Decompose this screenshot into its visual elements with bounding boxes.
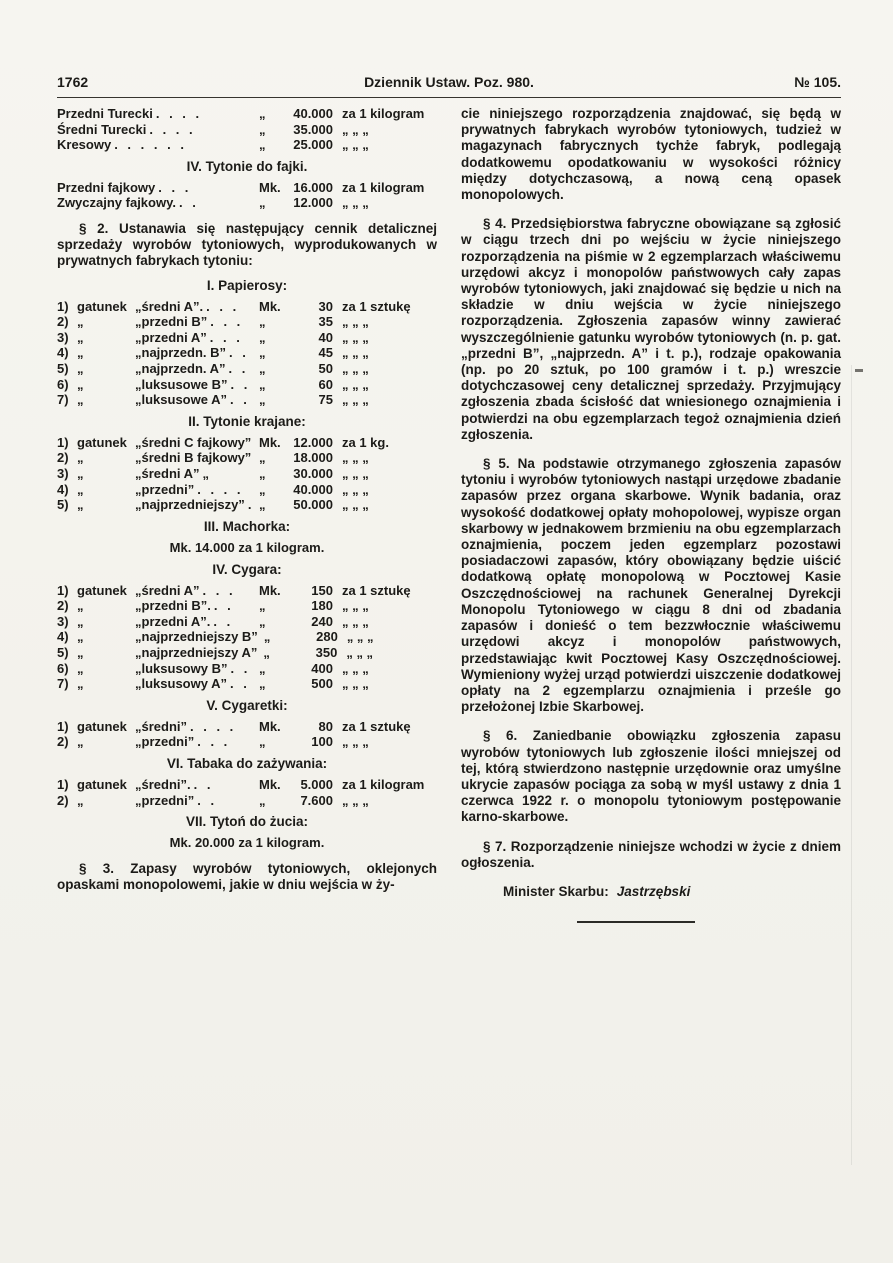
price-row	[57, 777, 437, 793]
price-row	[57, 435, 437, 451]
price-row	[57, 195, 437, 211]
product-name: „luksusowy B”	[135, 660, 228, 676]
machorka-price-line: Mk. 14.000 za 1 kilogram.	[169, 539, 325, 555]
product-name: Średni Turecki	[57, 121, 147, 137]
price-unit: za 1 kilogram	[342, 106, 425, 121]
price-value: 40.000	[293, 481, 333, 497]
price-value: 100	[311, 734, 333, 750]
price-unit: za 1 sztukę	[342, 582, 411, 598]
section-heading-tyton-do-zucia: VII. Tytoń do żucia:	[185, 814, 308, 830]
product-name: „średni B fajkowy”	[135, 450, 252, 466]
price-value: 12.000	[293, 195, 333, 211]
grade-word: „	[77, 676, 84, 692]
item-number: 2)	[57, 734, 69, 750]
item-number: 1)	[57, 582, 69, 598]
dot-leader: . . . . . .	[114, 137, 187, 153]
price-row	[57, 645, 437, 661]
grade-word: „	[77, 329, 84, 345]
item-number: 2)	[57, 598, 69, 614]
price-unit: za 1 kg.	[342, 434, 389, 450]
price-value: 400	[311, 660, 333, 676]
price-row	[57, 598, 437, 614]
paragraph-4: § 4. Przedsiębiorstwa fabryczne obowiązane są zgłosić w ciągu trzech dni po wejściu w życie niniejszego rozporządzenia na piśmie w 2 egzemplarzach właściwemu urzędowi akcyz i monopolów państwowych cały zapas wyrobów tytoniowych, jaki znajdować się będzie u nich na składzie w dniu wejścia w życie niniejszego rozporządzenia. Zgłoszenia zapasów winny zawierać wyszczególnienie gatunku wyrobów tytoniowych (n. p. gat. „przedni B”, „najprzedn. A” i t. p.), rodzaje opakowania (np. po 20 sztuk, po 100 gramów i t. p.) wreszcie dotychczasowej ceny detalicznej sprzedaży. Przyjmujący zgłoszenia zbada ścisłość dat wniesionego oznajmienia i potwierdzi na obu egzemplarzach tegoż oznajmienia dzień zgłoszenia.	[461, 216, 841, 442]
product-name: „średni A”	[135, 465, 200, 481]
item-number: 7)	[57, 676, 69, 692]
scan-artifact-dash	[855, 369, 863, 372]
price-row	[57, 676, 437, 692]
product-name: Kresowy	[57, 137, 112, 153]
item-number: 2)	[57, 314, 69, 330]
grade-word: gatunek	[77, 298, 127, 314]
cigarillos-price-list	[57, 719, 437, 750]
dot-leader: . .	[228, 360, 249, 376]
price-row	[57, 614, 437, 630]
dot-leader: . . .	[202, 582, 236, 598]
paragraph-5: § 5. Na podstawie otrzymanego zgłoszenia zapasów tytoniu i wyrobów tytoniowych nastąpi urzędowe zbadanie zapasów przez organa skarbowe. Wynik badania, oraz wysokość dodatkowej opłaty mohopolowej, wypisze organ skarbowy w jednakowem brzmieniu na obu egzemplarzach oznajmienia, poczem jeden egzemplarz pozostawi posiadaczowi zapasów, który obowiązany będzie uiścić dodatkową opłatę monopolową w Pocztowej Kasie Oszczędnościowej na rachunek Generalnej Dyrekcji Monopolu Tytoniowego w ciągu 8 dni od zbadania zapasów i donieść o tem bezzwłocznie właściwemu urzędowi akcyz i monopolów państwowych, przedstawiając kwit Pocztowej Kasy Oszczędnościowej. Wymieniony wyżej urząd potwierdzi uiszczenie dodatkowej opłaty na 2 egzemplarzu oznajmienia i prześle go przełożonej Izbie Skarbowej.	[461, 456, 841, 715]
price-unit: za 1 kilogram	[342, 179, 425, 195]
section-heading-machorka: III. Machorka:	[203, 518, 291, 534]
price-row	[57, 661, 437, 677]
price-unit: „ „ „	[342, 465, 369, 481]
price-value: 180	[311, 598, 333, 614]
product-name: „najprzedn. B”	[135, 345, 227, 361]
currency-mark: Mk.	[259, 718, 281, 734]
dot-leader: . .	[229, 676, 250, 692]
currency-mark: Mk.	[259, 298, 281, 314]
price-unit: „ „ „	[342, 660, 369, 676]
item-number: 4)	[57, 629, 69, 645]
price-unit: za 1 sztukę	[342, 718, 411, 734]
item-number: 1)	[57, 718, 69, 734]
item-number: 5)	[57, 360, 69, 376]
price-row	[57, 583, 437, 599]
cigarettes-price-list	[57, 299, 437, 408]
item-number: 6)	[57, 660, 69, 676]
dot-leader: . . .	[206, 298, 240, 314]
currency-mark: Mk.	[259, 777, 281, 793]
two-column-layout	[57, 106, 841, 923]
price-unit: „ „ „	[342, 195, 369, 211]
currency-mark: „	[259, 106, 266, 121]
page-header	[57, 74, 841, 90]
section-heading-tytonie-do-fajki: IV. Tytonie do fajki.	[186, 158, 308, 174]
dot-leader: .	[247, 497, 255, 513]
price-value: 50.000	[293, 497, 333, 513]
signature-label: Minister Skarbu:	[503, 883, 609, 899]
grade-word: „	[77, 792, 84, 808]
product-name: „przedni A”.	[135, 613, 211, 629]
grade-word: „	[77, 734, 84, 750]
price-value: 30	[318, 298, 333, 314]
item-number: 2)	[57, 450, 69, 466]
price-row	[57, 719, 437, 735]
grade-word: „	[77, 497, 84, 513]
item-number: 1)	[57, 777, 69, 793]
currency-mark: Mk.	[259, 434, 281, 450]
grade-word: „	[77, 481, 84, 497]
grade-word: „	[77, 645, 84, 661]
price-row	[57, 361, 437, 377]
currency-mark: „	[259, 314, 266, 330]
item-number: 5)	[57, 645, 69, 661]
section-heading-cygaretki: V. Cygaretki:	[206, 697, 288, 713]
item-number: 1)	[57, 434, 69, 450]
price-unit: za 1 kilogram	[342, 777, 425, 793]
price-value: 40	[318, 329, 333, 345]
price-row	[57, 299, 437, 315]
item-number: 2)	[57, 792, 69, 808]
item-number: 1)	[57, 298, 69, 314]
price-unit: „ „ „	[342, 792, 369, 808]
item-number: 5)	[57, 497, 69, 513]
price-value: 25.000	[293, 137, 333, 153]
price-row	[57, 314, 437, 330]
turkish-tobacco-price-list	[57, 106, 437, 153]
price-value: 12.000	[293, 434, 333, 450]
product-name: „luksusowe A”	[135, 392, 227, 408]
currency-mark: „	[259, 121, 266, 137]
currency-mark: „	[259, 734, 266, 750]
price-unit: „ „ „	[346, 629, 374, 645]
currency-mark: „	[259, 195, 266, 211]
currency-mark: „	[259, 613, 266, 629]
currency-mark: „	[259, 329, 266, 345]
item-number: 6)	[57, 376, 69, 392]
dot-leader: „	[202, 465, 213, 481]
currency-mark: „	[259, 360, 266, 376]
pipe-tobacco-price-list	[57, 180, 437, 211]
dot-leader: . . . .	[155, 106, 203, 121]
price-value: 35	[318, 314, 333, 330]
product-name: „średni”.	[135, 777, 191, 793]
price-value: 80	[318, 718, 333, 734]
currency-mark: „	[259, 792, 266, 808]
price-value: 16.000	[293, 179, 333, 195]
price-row	[57, 345, 437, 361]
price-value: 280	[316, 629, 338, 645]
section-heading-tytonie-krajane: II. Tytonie krajane:	[188, 413, 306, 429]
price-row	[57, 734, 437, 750]
price-unit: „ „ „	[342, 481, 369, 497]
grade-word: „	[77, 465, 84, 481]
product-name: „luksusowe B”	[135, 376, 228, 392]
currency-mark: „	[259, 660, 266, 676]
grade-word: „	[77, 376, 84, 392]
section-heading-tabaka: VI. Tabaka do zażywania:	[166, 756, 328, 772]
product-name: „średni A”.	[135, 298, 204, 314]
grade-word: gatunek	[77, 434, 127, 450]
item-number: 3)	[57, 613, 69, 629]
price-row	[57, 450, 437, 466]
product-name: Przedni fajkowy	[57, 179, 156, 195]
price-row	[57, 629, 437, 645]
chewing-tobacco-price-line: Mk. 20.000 za 1 kilogram.	[169, 835, 325, 851]
price-row	[57, 377, 437, 393]
product-name: „przedni B”.	[135, 598, 211, 614]
section-heading-papierosy: I. Papierosy:	[206, 277, 288, 293]
product-name: „średni C fajkowy”	[135, 434, 252, 450]
price-value: 35.000	[293, 121, 333, 137]
price-row	[57, 330, 437, 346]
price-value: 45	[318, 345, 333, 361]
currency-mark: Mk.	[259, 582, 281, 598]
currency-mark: „	[259, 497, 266, 513]
grade-word: „	[77, 450, 84, 466]
signature-name: Jastrzębski	[616, 883, 691, 899]
price-unit: „ „ „	[342, 392, 369, 408]
price-value: 60	[318, 376, 333, 392]
price-row	[57, 180, 437, 196]
price-unit: „ „ „	[342, 497, 369, 513]
product-name: „przedni A”	[135, 329, 207, 345]
item-number: 3)	[57, 329, 69, 345]
grade-word: „	[77, 598, 84, 614]
header-divider	[57, 97, 841, 98]
price-row	[57, 497, 437, 513]
price-unit: za 1 sztukę	[342, 298, 411, 314]
price-unit: „ „ „	[342, 360, 369, 376]
grade-word: „	[77, 392, 84, 408]
dot-leader: . . .	[210, 314, 244, 330]
price-row	[57, 392, 437, 408]
dot-leader: . . .	[209, 329, 243, 345]
price-value: 18.000	[293, 450, 333, 466]
price-unit: „ „ „	[342, 345, 369, 361]
price-row	[57, 482, 437, 498]
product-name: „średni A”	[135, 582, 200, 598]
price-unit: „ „ „	[342, 329, 369, 345]
price-unit: „ „ „	[342, 613, 369, 629]
price-unit: „ „ „	[342, 450, 369, 466]
dot-leader: . .	[229, 345, 249, 361]
price-unit: „ „ „	[342, 734, 369, 750]
product-name: „najprzedniejszy A”	[135, 645, 258, 661]
price-unit: „ „ „	[346, 645, 374, 661]
scan-artifact-streak	[851, 365, 852, 1165]
dot-leader: . .	[178, 195, 199, 211]
page-number: 1762	[57, 74, 89, 90]
dot-leader: . .	[230, 660, 251, 676]
currency-mark: „	[259, 465, 266, 481]
dot-leader: . .	[213, 598, 234, 614]
left-column	[57, 106, 437, 923]
paragraph-6: § 6. Zaniedbanie obowiązku zgłoszenia zapasu wyrobów tytoniowych lub zgłoszenie ilości mniejszej od tej, którą stwierdzono następnie urzędownie oraz umyślne ukrycie zapasów pociąga za sobą w myśl ustawy z dnia 1 czerwca 1922 r. o monopolu tytoniowym postępowanie karno-skarbowe.	[461, 728, 841, 825]
journal-title: Dziennik Ustaw. Poz. 980.	[364, 74, 534, 90]
grade-word: gatunek	[77, 777, 127, 793]
paragraph-7: § 7. Rozporządzenie niniejsze wchodzi w życie z dniem ogłoszenia.	[461, 838, 841, 870]
paragraph-3-continuation: cie niniejszego rozporządzenia znajdować, się będą w prywatnych fabrykach wyrobów tytoniowych, tudzież w magazynach fabrycznych tychże fabryk, podlegają dodatkowemu opodatkowaniu w wysokości różnicy między dotychczasową, a nową ceną opasek monopolowych.	[461, 106, 841, 203]
grade-word: „	[77, 360, 84, 376]
dot-leader: . . . .	[197, 481, 244, 497]
currency-mark: „	[259, 345, 266, 361]
product-name: „przedni B”	[135, 314, 208, 330]
price-unit: „ „ „	[342, 121, 369, 137]
signature-line	[503, 884, 841, 899]
grade-word: „	[77, 629, 84, 645]
cigars-price-list	[57, 583, 437, 692]
item-number: 7)	[57, 392, 69, 408]
product-name: „najprzedniejszy”	[135, 497, 245, 513]
product-name: „przedni”	[135, 734, 195, 750]
price-row	[57, 466, 437, 482]
dot-leader: . .	[230, 376, 251, 392]
price-value: 5.000	[300, 777, 333, 793]
product-name: Przedni Turecki	[57, 106, 153, 121]
price-unit: „ „ „	[342, 376, 369, 392]
price-unit: „ „ „	[342, 598, 369, 614]
item-number: 4)	[57, 481, 69, 497]
price-value: 350	[315, 645, 338, 661]
dot-leader: . . .	[158, 179, 192, 195]
price-value: 40.000	[293, 106, 333, 121]
right-column	[461, 106, 841, 923]
dot-leader: . .	[213, 613, 234, 629]
section-heading-cygara: IV. Cygara:	[212, 561, 282, 577]
price-row	[57, 793, 437, 809]
price-unit: „ „ „	[342, 314, 369, 330]
currency-mark: „	[263, 629, 271, 645]
product-name: „przedni”	[135, 481, 195, 497]
product-name: „luksusowy A”	[135, 676, 227, 692]
grade-word: „	[77, 613, 84, 629]
currency-mark: „	[259, 450, 266, 466]
grade-word: „	[77, 660, 84, 676]
currency-mark: „	[259, 481, 266, 497]
dot-leader: . .	[197, 792, 218, 808]
item-number: 4)	[57, 345, 69, 361]
currency-mark: Mk.	[259, 179, 281, 195]
price-value: 75	[318, 392, 333, 408]
price-row	[57, 122, 437, 138]
dot-leader: . .	[229, 392, 250, 408]
currency-mark: „	[259, 676, 266, 692]
dot-leader: . . . .	[149, 121, 196, 137]
paragraph-2: § 2. Ustanawia się następujący cennik detalicznej sprzedaży wyrobów tytoniowych, wyprodukowanych w prywatnych fabrykach tytoniu:	[57, 220, 437, 269]
price-value: 150	[311, 582, 333, 598]
snuff-price-list	[57, 777, 437, 808]
grade-word: gatunek	[77, 718, 127, 734]
price-value: 50	[318, 360, 333, 376]
price-value: 7.600	[300, 792, 333, 808]
currency-mark: „	[259, 137, 266, 153]
product-name: Zwyczajny fajkowy.	[57, 195, 176, 211]
issue-number: № 105.	[794, 74, 841, 90]
price-unit: „ „ „	[342, 676, 369, 692]
currency-mark: „	[259, 598, 266, 614]
currency-mark: „	[259, 376, 266, 392]
price-value: 500	[311, 676, 333, 692]
currency-mark: „	[263, 645, 270, 661]
grade-word: gatunek	[77, 582, 127, 598]
price-value: 30.000	[293, 465, 333, 481]
price-row	[57, 137, 437, 153]
dot-leader: . . .	[197, 734, 231, 750]
product-name: „najprzedniejszy B”	[135, 629, 258, 645]
product-name: „przedni”	[135, 792, 195, 808]
price-unit: „ „ „	[342, 137, 369, 153]
currency-mark: „	[259, 392, 266, 408]
cut-tobacco-price-list	[57, 435, 437, 513]
dot-leader: . . . .	[190, 718, 237, 734]
price-value: 240	[311, 613, 333, 629]
price-row	[57, 106, 437, 122]
grade-word: „	[77, 314, 84, 330]
product-name: „średni”	[135, 718, 188, 734]
dot-leader: . .	[193, 777, 214, 793]
item-number: 3)	[57, 465, 69, 481]
paragraph-3: § 3. Zapasy wyrobów tytoniowych, oklejonych opaskami monopolowemi, jakie w dniu wejścia w ży-	[57, 861, 437, 893]
grade-word: „	[77, 345, 84, 361]
end-divider	[577, 921, 695, 923]
product-name: „najprzedn. A”	[135, 360, 226, 376]
